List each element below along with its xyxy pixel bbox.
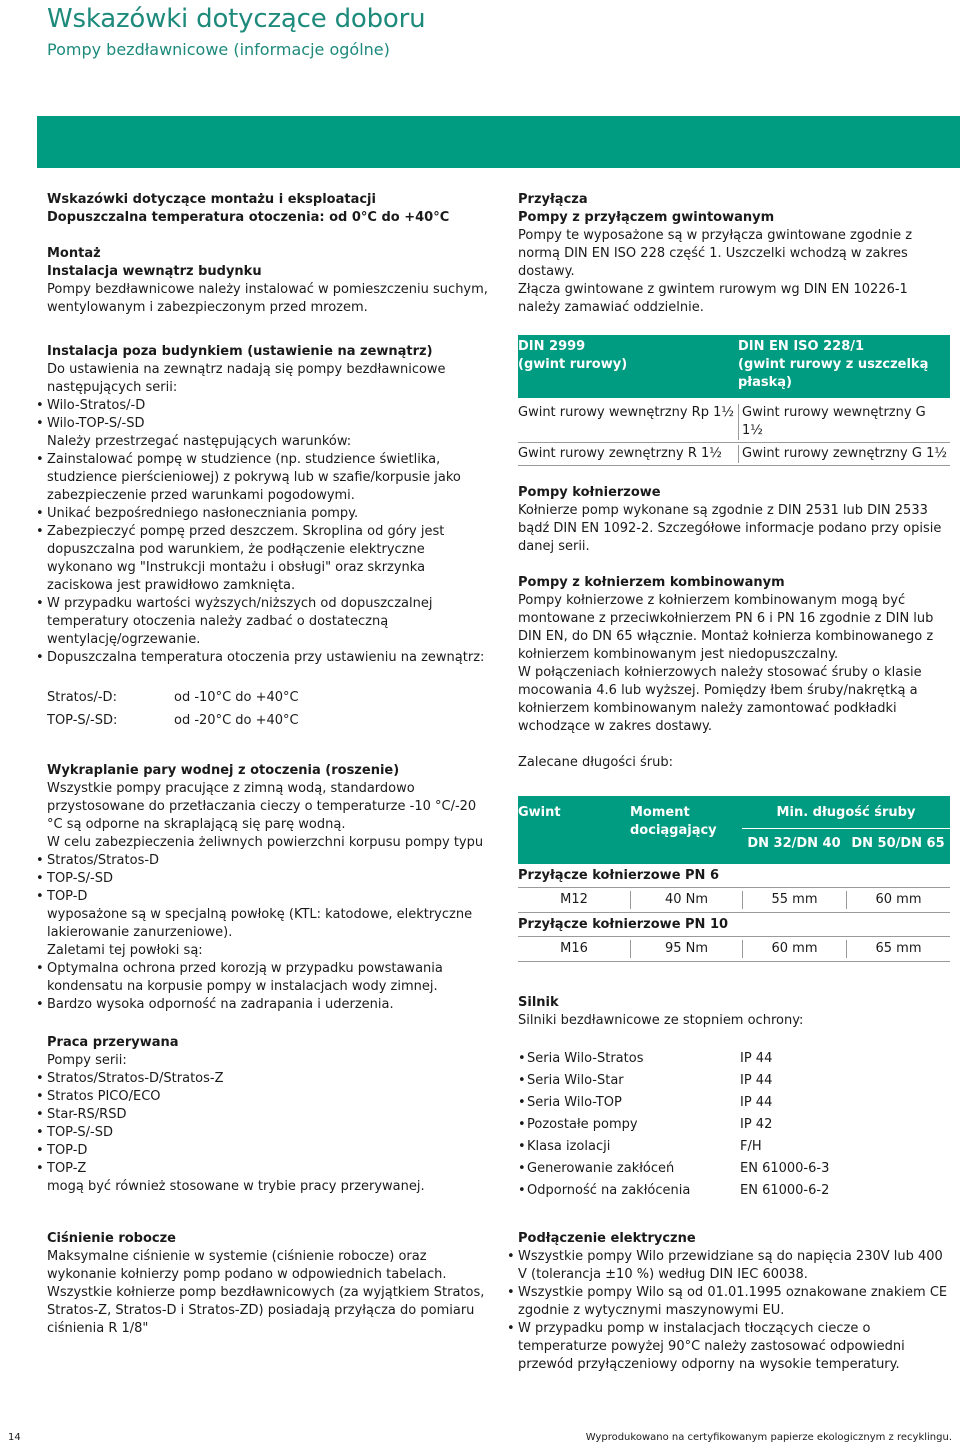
elektryczne-list	[518, 1248, 950, 1374]
motor-value: EN 61000-6-3	[740, 1161, 830, 1176]
motor-value: IP 44	[740, 1051, 773, 1066]
table-row	[518, 443, 950, 466]
heading-silnik: Silnik	[518, 995, 559, 1010]
table-row	[518, 888, 950, 913]
column-header: DN 32/DN 40	[747, 836, 841, 851]
list-item: • W przypadku wartości wyższych/niższych od dopuszczalnej temperatury otoczenia należy zadbać o dostateczną wentylację/ogrzewanie.	[47, 595, 492, 649]
heading-kolnierz: Pompy kołnierzowe	[518, 485, 661, 500]
przerywana-series-list	[47, 1070, 492, 1178]
ambient-temp-line: Dopuszczalna temperatura otoczenia: od 0°C do +40°C	[47, 210, 450, 225]
list-item: • Wszystkie pompy Wilo przewidziane są do napięcia 230V lub 400 V (tolerancja ±10 %) według DIN IEC 60038.	[518, 1248, 950, 1284]
list-item: • TOP-S/-SD	[47, 1124, 492, 1142]
motor-protection-list	[518, 1050, 950, 1200]
heading-wewnatrz: Instalacja wewnątrz budynku	[47, 264, 262, 279]
advantages-list	[47, 960, 492, 1014]
table-cell: 55 mm	[742, 891, 846, 909]
motor-key: • Pozostałe pompy	[518, 1116, 740, 1134]
heading-poza: Instalacja poza budynkiem (ustawienie na zewnątrz)	[47, 344, 433, 359]
text-gwint-2: Złącza gwintowane z gwintem rurowym wg DIN EN 10226-1 należy zamawiać oddzielnie.	[518, 282, 908, 315]
column-header: DIN EN ISO 228/1 (gwint rurowy z uszczelką płaską)	[738, 339, 929, 390]
list-item: • Optymalna ochrona przed korozją w przypadku powstawania kondensatu na korpusie pompy w instalacjach wody zimnej.	[47, 960, 492, 996]
text-kolnierz: Kołnierze pomp wykonane są zgodnie z DIN 2531 lub DIN 2533 bądź DIN EN 1092-2. Szczegółowe informacje podano przy opisie danej serii.	[518, 503, 942, 554]
table-cell: 95 Nm	[630, 940, 742, 958]
list-item: • Stratos/Stratos-D	[47, 852, 492, 870]
range-value: od -10°C do +40°C	[174, 690, 299, 705]
conditions-list	[47, 451, 492, 667]
motor-key: • Seria Wilo-TOP	[518, 1094, 740, 1112]
motor-value: IP 44	[740, 1095, 773, 1110]
table-cell: 40 Nm	[630, 891, 742, 909]
list-item: • TOP-D	[47, 1142, 492, 1160]
text-przerywana-intro: Pompy serii:	[47, 1053, 127, 1068]
range-series: TOP-S/-SD:	[47, 713, 118, 728]
heading-gwint: Pompy z przyłączem gwintowanym	[518, 210, 775, 225]
table-cell: Gwint rurowy wewnętrzny Rp 1½	[518, 405, 734, 420]
kondensacja-series-list	[47, 852, 492, 906]
list-item: • Bardzo wysoka odporność na zadrapania i uderzenia.	[47, 996, 492, 1014]
left-column	[47, 191, 492, 1338]
text-cisnienie: Maksymalne ciśnienie w systemie (ciśnienie robocze) oraz wykonanie kołnierzy pomp podano w odpowiednich tabelach. Wszystkie kołnierze pomp bezdławnicowych (za wyjątkiem Stratos, Stratos-Z, Stratos-D i Stratos-ZD) posiadają przyłącza do pomiaru ciśnienia R 1/8"	[47, 1249, 485, 1336]
motor-value: F/H	[740, 1139, 762, 1154]
table-group-label: Przyłącze kołnierzowe PN 6	[518, 864, 950, 888]
text-kondensacja-1: Wszystkie pompy pracujące z zimną wodą, standardowo przystosowane do przetłaczania cieczy o temperaturze -10 °C/-20 °C są odporne na skraplającą się parę wodną.	[47, 781, 477, 832]
list-item: • Stratos/Stratos-D/Stratos-Z	[47, 1070, 492, 1088]
table-cell: Gwint rurowy zewnętrzny G 1½	[738, 445, 950, 463]
table-cell: Gwint rurowy wewnętrzny G 1½	[738, 404, 950, 440]
thread-table	[518, 335, 950, 466]
motor-key: • Odporność na zakłócenia	[518, 1182, 740, 1200]
list-item: • Dopuszczalna temperatura otoczenia przy ustawieniu na zewnątrz:	[47, 649, 492, 667]
thread-table-header	[518, 335, 950, 398]
table-row	[518, 937, 950, 962]
motor-value: IP 42	[740, 1117, 773, 1132]
page-number: 14	[8, 1432, 21, 1443]
list-item: • TOP-S/-SD	[47, 870, 492, 888]
motor-value: EN 61000-6-2	[740, 1183, 830, 1198]
text-poza: Do ustawienia na zewnątrz nadają się pompy bezdławnicowe następujących serii:	[47, 362, 446, 395]
footer-note: Wyprodukowano na certyfikowanym papierze ekologicznym z recyklingu.	[585, 1432, 952, 1443]
motor-key: • Generowanie zakłóceń	[518, 1160, 740, 1178]
heading-praca-przerywana: Praca przerywana	[47, 1035, 179, 1050]
conditions-intro: Należy przestrzegać następujących warunków:	[47, 434, 352, 449]
poza-series-list	[47, 397, 492, 433]
heading-przylacza: Przyłącza	[518, 192, 588, 207]
motor-value: IP 44	[740, 1073, 773, 1088]
text-kondensacja-3: wyposażone są w specjalną powłokę (KTL: katodowe, elektryczne lakierowanie zanurzeniowe).	[47, 907, 473, 940]
right-column	[518, 191, 950, 1374]
list-item: • Wilo-TOP-S/-SD	[47, 415, 492, 433]
page-title: Wskazówki dotyczące doboru	[47, 4, 426, 34]
heading-kondensacja: Wykraplanie pary wodnej z otoczenia (roszenie)	[47, 763, 400, 778]
text-kombi-1: Pompy kołnierzowe z kołnierzem kombinowanym mogą być montowane z przeciwkołnierzem PN 6 i PN 16 zgodnie z DIN lub DIN EN, do DN 65 włącznie. Montaż kołnierza kombinowanego z kołnierzem kombinowanym jest niedopuszczalny.	[518, 593, 934, 662]
list-item: • Star-RS/RSD	[47, 1106, 492, 1124]
screw-table-header	[518, 796, 950, 864]
text-gwint-1: Pompy te wyposażone są w przyłącza gwintowane zgodnie z normą DIN EN ISO 228 część 1. Uszczelki wchodzą w zakres dostawy.	[518, 228, 913, 279]
text-kondensacja-4: Zaletami tej powłoki są:	[47, 943, 203, 958]
text-zalecane: Zalecane długości śrub:	[518, 755, 674, 770]
motor-key: • Seria Wilo-Stratos	[518, 1050, 740, 1068]
text-silnik: Silniki bezdławnicowe ze stopniem ochrony:	[518, 1013, 804, 1028]
list-item: • W przypadku pomp w instalacjach tłoczących ciecze o temperaturze powyżej 90°C należy zastosować odpowiedni przewód przyłączeniowy odporny na wysokie temperatury.	[518, 1320, 950, 1374]
list-item: • Wszystkie pompy Wilo są od 01.01.1995 oznakowane znakiem CE zgodnie z wytycznymi maszynowymi EU.	[518, 1284, 950, 1320]
table-group-label: Przyłącze kołnierzowe PN 10	[518, 913, 950, 937]
list-item: • Stratos PICO/ECO	[47, 1088, 492, 1106]
green-banner	[37, 116, 960, 168]
list-item: • TOP-Z	[47, 1160, 492, 1178]
table-cell: M16	[560, 941, 588, 956]
list-item: • TOP-D	[47, 888, 492, 906]
screw-table	[518, 796, 950, 962]
range-series: Stratos/-D:	[47, 690, 117, 705]
text-przerywana-outro: mogą być również stosowane w trybie pracy przerywanej.	[47, 1179, 425, 1194]
column-header: Gwint	[518, 805, 561, 820]
motor-key: • Klasa izolacji	[518, 1138, 740, 1156]
list-item: • Unikać bezpośredniego nasłoneczniania pompy.	[47, 505, 492, 523]
range-value: od -20°C do +40°C	[174, 713, 299, 728]
list-item: • Zainstalować pompę w studzience (np. studzience świetlika, studzience pierścieniowej) z pokrywą lub w szafie/korpusie jako zabezpieczenie przed warunkami pogodowymi.	[47, 451, 492, 505]
table-row	[518, 398, 950, 443]
motor-key: • Seria Wilo-Star	[518, 1072, 740, 1090]
column-header: Moment dociągający	[630, 805, 717, 838]
text-kondensacja-2: W celu zabezpieczenia żeliwnych powierzchni korpusu pompy typu	[47, 835, 484, 850]
list-item: • Zabezpieczyć pompę przed deszczem. Skroplina od góry jest dopuszczalna pod warunkiem, że podłączenie elektryczne wykonano wg "Instrukcji montażu i obsługi" oraz skrzynka zaciskowa jest prawidłowo zamknięta.	[47, 523, 492, 595]
heading-elektryczne: Podłączenie elektryczne	[518, 1231, 696, 1246]
table-cell: 60 mm	[742, 940, 846, 958]
text-wewnatrz: Pompy bezdławnicowe należy instalować w pomieszczeniu suchym, wentylowanym i zabezpieczonym przed mrozem.	[47, 282, 488, 315]
heading-montaz: Montaż	[47, 246, 101, 261]
section-title-montaz-eksploatacja: Wskazówki dotyczące montażu i eksploatacji	[47, 192, 376, 207]
table-cell: Gwint rurowy zewnętrzny R 1½	[518, 446, 722, 461]
table-cell: M12	[560, 892, 588, 907]
column-header: Min. długość śruby	[742, 796, 950, 829]
column-header: DIN 2999 (gwint rurowy)	[518, 339, 628, 372]
table-cell: 65 mm	[846, 940, 950, 958]
heading-kombi: Pompy z kołnierzem kombinowanym	[518, 575, 785, 590]
list-item: • Wilo-Stratos/-D	[47, 397, 492, 415]
page-subtitle: Pompy bezdławnicowe (informacje ogólne)	[47, 40, 390, 59]
temp-range-table	[47, 689, 492, 730]
column-header: DN 50/DN 65	[851, 836, 945, 851]
heading-cisnienie: Ciśnienie robocze	[47, 1231, 176, 1246]
table-cell: 60 mm	[846, 891, 950, 909]
text-kombi-2: W połączeniach kołnierzowych należy stosować śruby o klasie mocowania 4.6 lub wyższej. Pomiędzy łbem śruby/nakrętką a kołnierzem kombinowanym należy zamontować podkładki wchodzące w zakres dostawy.	[518, 665, 922, 734]
